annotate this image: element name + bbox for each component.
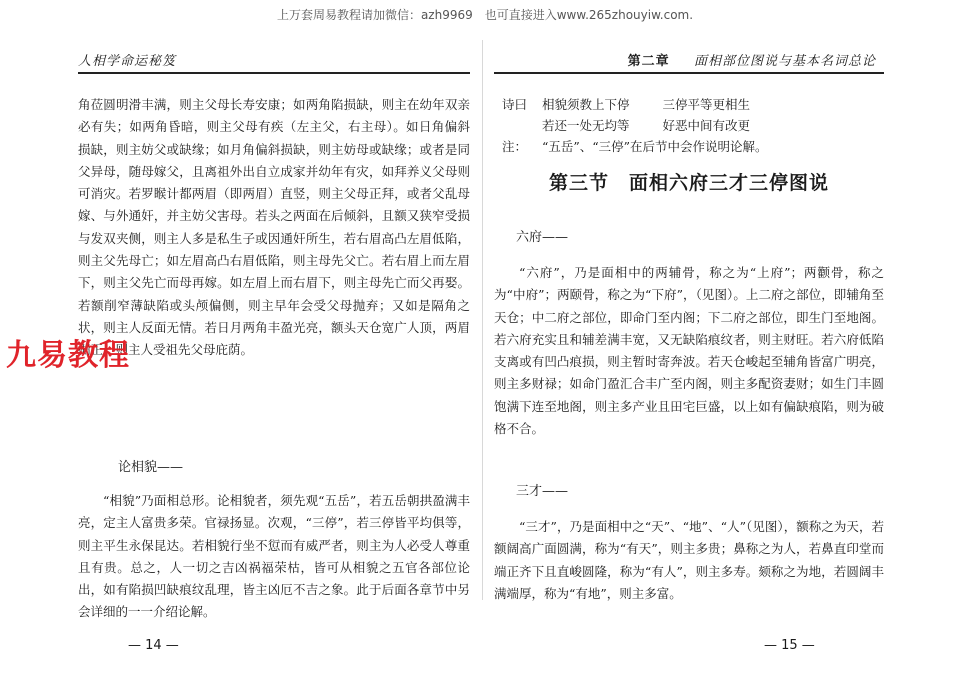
poem-tag: 诗曰 [502,97,528,112]
page-gutter [482,40,483,600]
poem-line: 三停平等更相生 [662,97,751,112]
poem-block [502,94,882,157]
left-running-head [78,50,470,74]
section-head-xiangmao: 论相貌—— [118,460,184,475]
sub-head-liufu: 六府—— [516,230,569,245]
sub-head-sancai: 三才—— [516,484,569,499]
right-paragraph-2: “三才”，乃是面相中之“天”、“地”、“人”（见图），额称之为天，若额阔高广面圆满，称为“有天”，则主多贵；鼻称之为人，若鼻直印堂而端正齐下且直峻圆隆，称为“有人”，则主多寿。颏称之为地，若圆阔丰满端厚，称为“有地”，则主多富。 [494,519,884,601]
left-running-head-text: 人相学命运秘笈 [78,54,177,69]
section-title: 第三节 面相六府三才三停图说 [548,172,829,194]
poem-row-1 [502,94,882,115]
note-text: “五岳”、“三停”在后节中会作说明论解。 [542,139,768,154]
poem-line: 相貌须教上下停 [542,97,630,112]
note-tag: 注： [502,139,528,154]
left-page [78,50,470,680]
right-paragraph-1: “六府”，乃是面相中的两辅骨，称之为“上府”；两颧骨，称之为“中府”；两颐骨，称之为“下府”，（见图）。上二府之部位，即辅角至天仓；中二府之部位，即命门至内阁；下二府之部位，即生门至地阁。若六府充实且和辅差满丰宽，又无缺陷痕纹者，则主财旺。若六府低陷支离或有凹凸痕损，则主暂时寄奔波。若天仓峻起至辅角皆富广明亮，则主多财禄；如命门盈汇合丰广至内阁，则主多配资妻财；如生门丰圆饱满下连至地阁，则主多产业且田宅巨盛，以上如有偏缺痕陷，则为破格不合。 [494,265,884,437]
right-body-1 [494,262,884,440]
watermark-logo: 九易教程 [6,338,130,373]
left-page-number: — 14 — [128,638,179,653]
right-page [494,50,884,680]
chapter-label: 第二章 [627,54,670,69]
right-running-head-text: 面相部位图说与基本名词总论 [693,54,876,69]
left-paragraph-1: 角莅圆明滑丰满，则主父母长寿安康；如两角陷损缺，则主在幼年双亲必有失；如两角昏暗，则主父母有疾（左主父，右主母）。如日角偏斜损缺，则主妨父或缺缘；如月角偏斜损缺，则主妨母或缺缘；或者是同父异母，随母嫁父，且离祖外出自立成家并幼年有灾，如拜养义父母则可消灾。若罗睺计都两眉（即两眉）直竖，则主父母正拜，或者父乱母嫁、与外通奸，并主妨父害母。若头之两面在后倾斜，且额又狭窄受损与发双夹侧，则主人多是私生子或因通奸所生，若右眉高凸左眉低陷，则主父先母亡；如左眉高凸右眉低陷，则主母先父亡。若右眉上而左眉下，则主父先亡而母再嫁。如左眉上而右眉下，则主母先亡而父再娶。若额削窄薄缺陷或头颅偏侧，则主早年会受父母抛弃；又如是隔角之状，则主人反面无情。若日月两角丰盈光亮，额头天仓宽广人顶，两眉端正，则主人受祖先父母庇荫。 [78,97,470,358]
left-body [78,94,470,362]
poem-line: 好恶中间有改更 [662,118,751,133]
left-paragraph-2: “相貌”乃面相总形。论相貌者，须先观“五岳”，若五岳朝拱盈满丰亮，定主人富贵多荣。官禄扬显。次观，“三停”，若三停皆平均俱等，则主平生永保昆达。若相貌行坐不愆而有威严者，则主为人必受人尊重且有贵。总之，人一切之吉凶祸福荣枯，皆可从相貌之五官各部位论出，如有陷损凹缺痕纹乱理，皆主凶厄不吉之象。此于后面各章节中另会详细的一一介绍论解。 [78,493,470,620]
right-page-number: — 15 — [764,638,815,653]
poem-row-2 [502,115,882,136]
poem-line: 若还一处无均等 [542,118,630,133]
top-banner: 上万套周易教程请加微信：azh9969 也可直接进入www.265zhouyiw.com. [276,8,694,22]
right-body-2 [494,516,884,605]
note-row [502,136,882,157]
right-running-head [494,50,884,74]
left-body-2 [78,490,470,624]
